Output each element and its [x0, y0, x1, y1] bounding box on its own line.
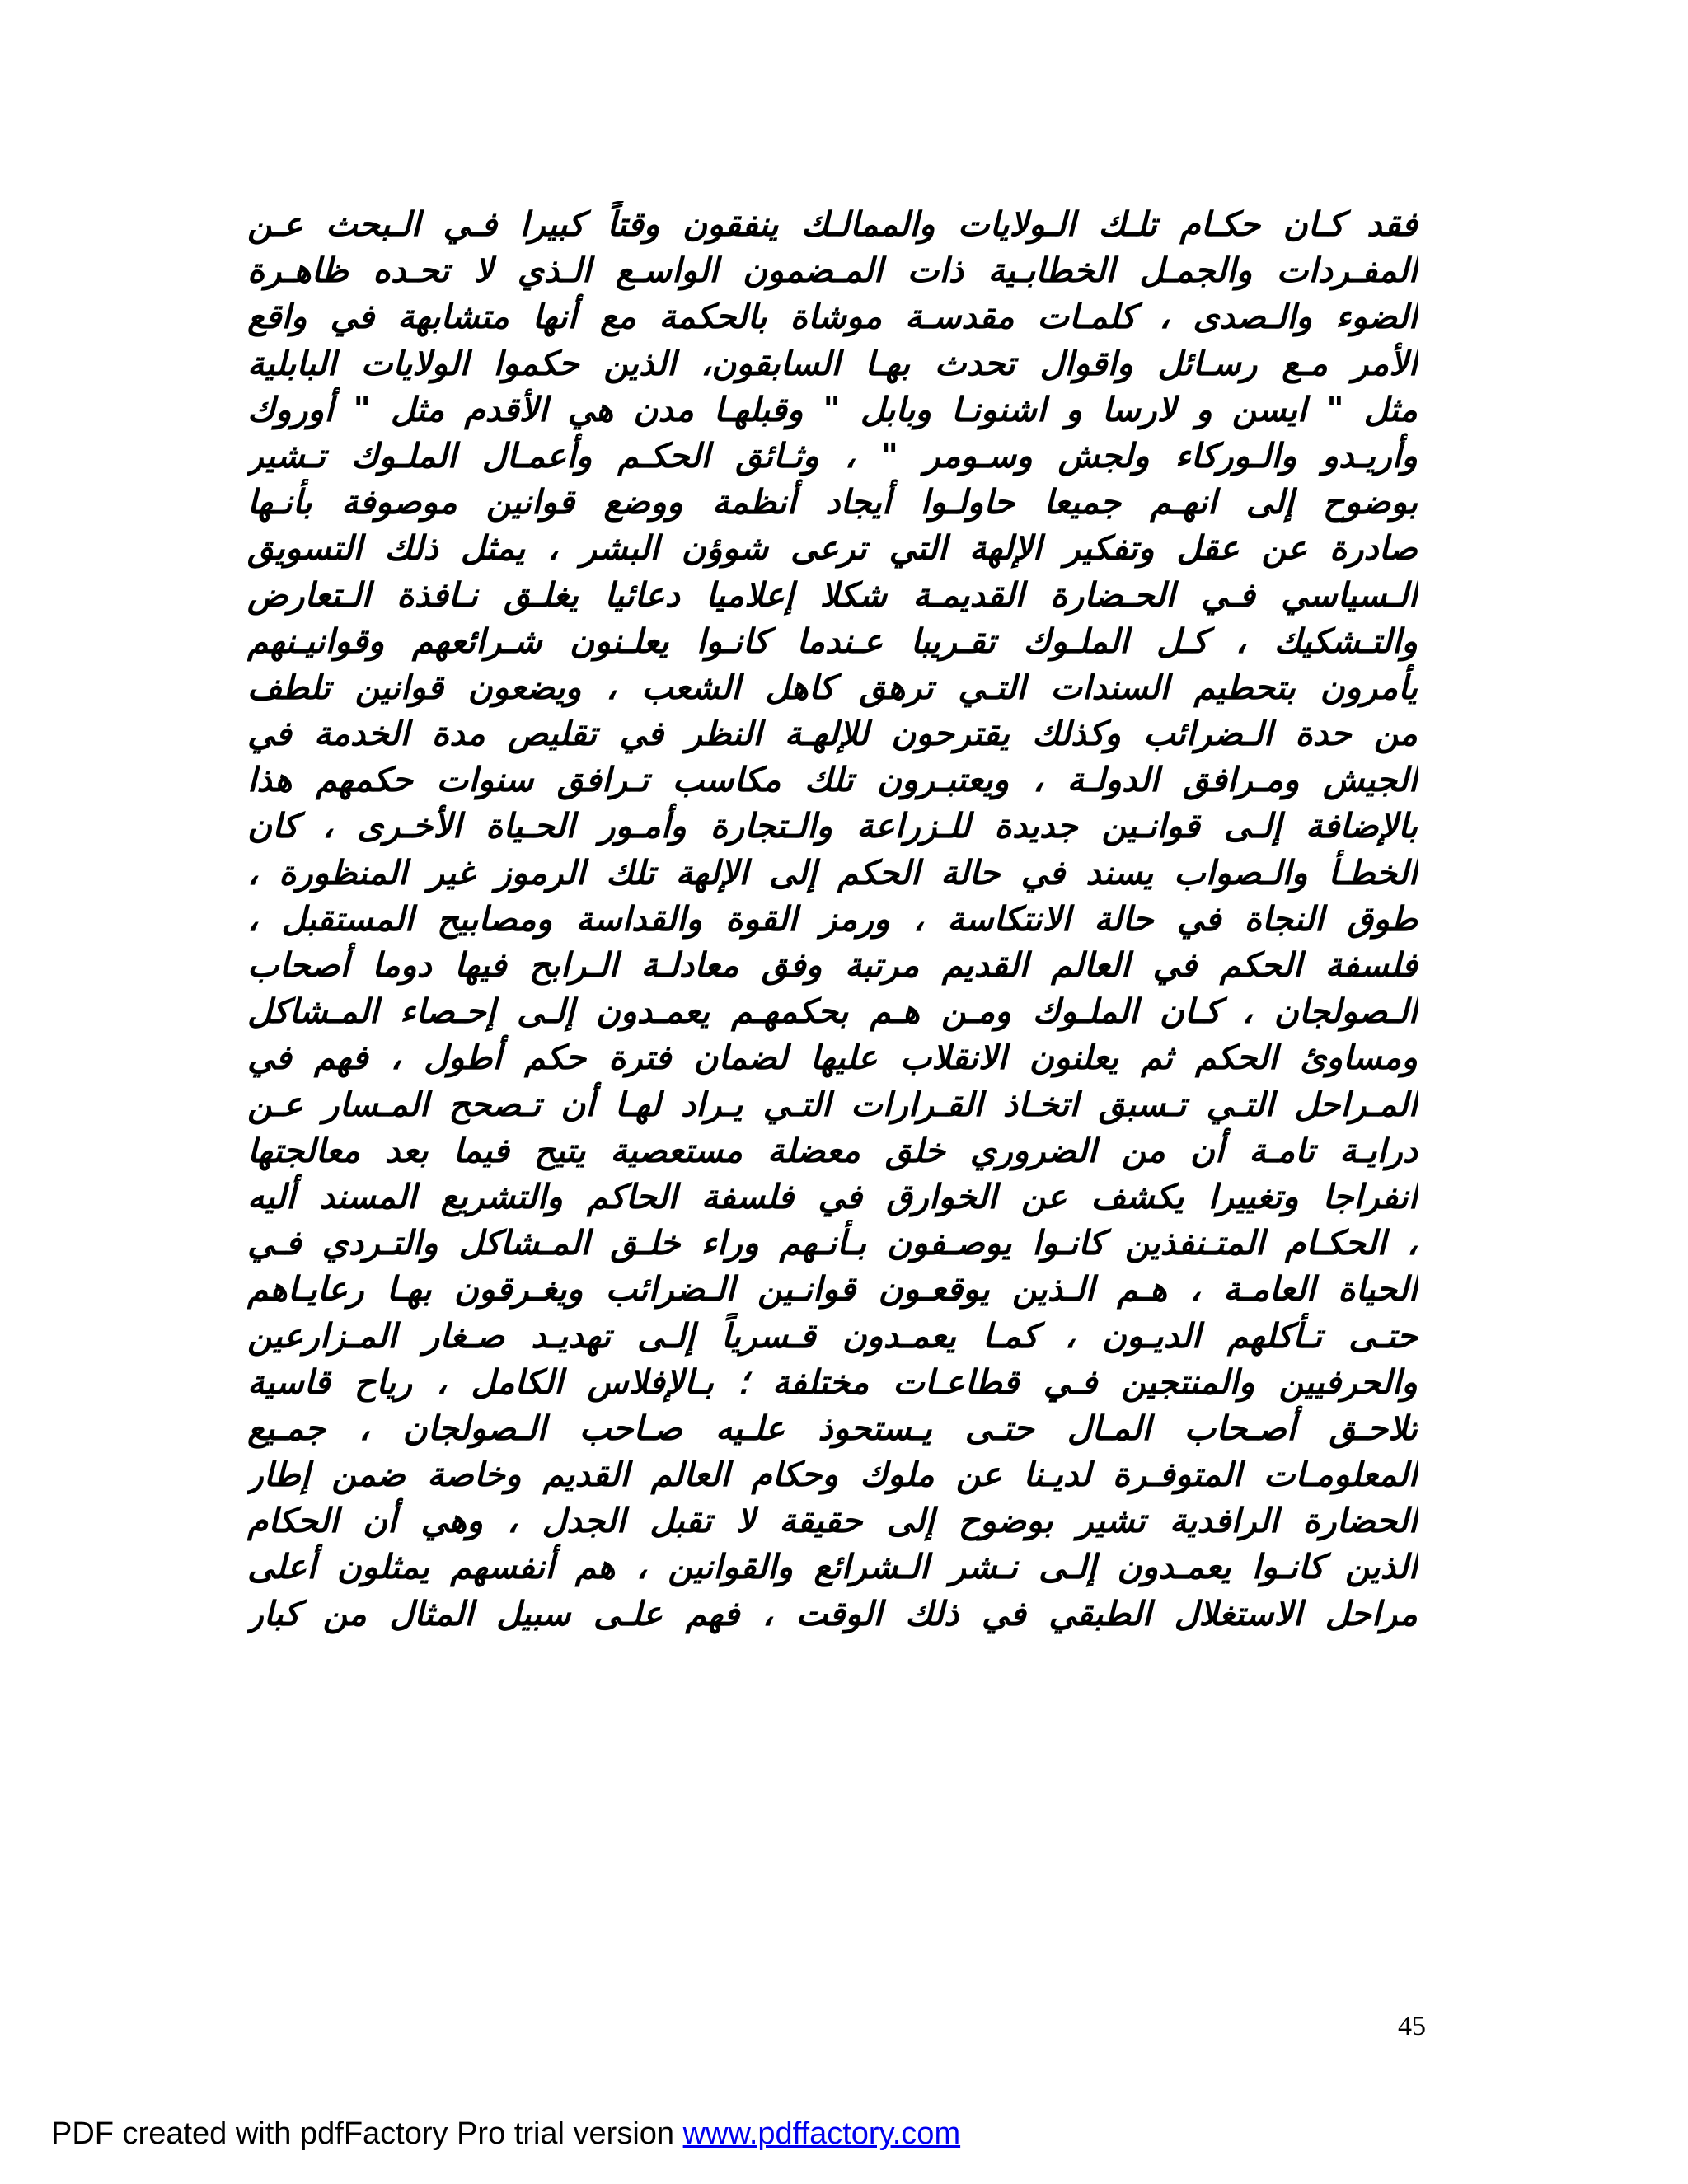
text-line: مراحل الاستغلال الطبقي في ذلك الوقت ، فهم علـى سبيل المثال من كبار — [247, 1593, 1418, 1633]
text-line: المعلومـات المتوفـرة لديـنا عن ملوك وحكام العالم القديم وخاصة ضمن إطار — [247, 1455, 1418, 1495]
text-line: انفراجا وتغييرا يكشف عن الخوارق في فلسفة الحاكم والتشريع المسند أليه — [247, 1176, 1418, 1216]
text-line: الحضارة الرافدية تشير بوضوح إلى حقيقة لا تقبل الجدل ، وهي أن الحكام — [247, 1501, 1418, 1541]
text-line: درايـة تامـة أن من الضروري خلق معضلة مستعصية يتيح فيما بعد معالجتها — [247, 1130, 1418, 1170]
text-line: المفـردات والجمـل الخطابـية ذات المـضمون الواسـع الـذي لا تحـده ظاهـرة — [247, 251, 1418, 291]
text-line: الجيش ومـرافق الدولـة ، ويعتبـرون تلك مكاسب تـرافق سنوات حكمهم هذا — [247, 760, 1418, 800]
text-line: حتـى تـأكلهم الديـون ، كمـا يعمـدون قـسرياً إلـى تهديـد صـغار المـزارعين — [247, 1315, 1418, 1356]
text-line: مثل " ايسن و لارسا و اشنونـا وبابل " وقبلهـا مدن هي الأقدم مثل " أوروك — [247, 389, 1418, 429]
text-line: الحياة العامـة ، هـم الـذين يوقعـون قوانـين الـضرائب ويغـرقون بهـا رعايـاهم — [247, 1269, 1418, 1310]
text-line: المـراحل التـي تـسبق اتخـاذ القـرارات التـي يـراد لهـا أن تـصحح المـسار عـن — [247, 1084, 1418, 1124]
text-line: من حدة الـضرائب وكذلك يقترحون للإلهـة النظر في تقليص مدة الخدمة في — [247, 714, 1418, 754]
text-line: بالإضافة إلـى قوانـين جديدة للـزراعة والـتجارة وأمـور الحـياة الأخـرى ، كان — [247, 806, 1418, 846]
pdf-footer — [51, 2116, 960, 2152]
text-line: بوضوح إلى انهـم جميعا حاولـوا أيجاد أنظمة ووضع قوانين موصوفة بأنـها — [247, 482, 1418, 523]
text-line: فلسفة الحكم في العالم القديم مرتبة وفق معادلـة الـرابح فيها دوما أصحاب — [247, 945, 1418, 985]
body-text — [247, 201, 1418, 1637]
text-line: الذين كانـوا يعمـدون إلـى نـشر الـشرائع والقوانين ، هم أنفسهم يمثلون أعلى — [247, 1547, 1418, 1587]
footer-text: PDF created with pdfFactory Pro trial version — [51, 2116, 683, 2151]
text-line: طوق النجاة في حالة الانتكاسة ، ورمز القوة والقداسة ومصابيح المستقبل ، — [247, 898, 1418, 939]
text-line: يأمرون بتحطيم السندات التـي ترهق كاهل الشعب ، ويضعون قوانين تلطف — [247, 667, 1418, 707]
text-line: الضوء والـصدى ، كلمـات مقدسـة موشاة بالحكمة مع أنها متشابهة في واقع — [247, 297, 1418, 337]
page-number: 45 — [1398, 2011, 1426, 2041]
text-line: فقد كـان حكـام تلـك الـولايات والممالـك ينفقون وقتاً كبيرا فـي الـبحث عـن — [247, 204, 1418, 244]
text-line: والحرفيين والمنتجين فـي قطاعـات مختلفة ؛ بـالإفلاس الكامل ، رياح قاسية — [247, 1361, 1418, 1402]
text-line: ومساوئ الحكم ثم يعلنون الانقلاب عليها لضمان فترة حكم أطول ، فهم في — [247, 1038, 1418, 1078]
text-line: الـسياسي فـي الحـضارة القديمـة شكلا إعلاميا دعائيا يغلـق نـافذة الـتعارض — [247, 574, 1418, 615]
text-line: الأمر مـع رسـائل واقوال تحدث بهـا السابقون، الذين حكموا الولايات البابلية — [247, 343, 1418, 383]
footer-link[interactable]: www.pdffactory.com — [682, 2116, 961, 2151]
text-line: وأريـدو والـوركاء ولجش وسـومر " ، وثـائق الحكـم وأعمـال الملـوك تـشير — [247, 435, 1418, 476]
text-line: ، الحكـام المتـنفذين كانـوا يوصـفون بـأنـهم وراء خلـق المـشاكل والتـردي فـي — [247, 1223, 1418, 1263]
text-line: الخطـأ والـصواب يسند في حالة الحكم إلى الإلهة تلك الرموز غير المنظورة ، — [247, 852, 1418, 893]
text-line: صادرة عن عقل وتفكير الإلهة التي ترعى شوؤن البشر ، يمثل ذلك التسويق — [247, 528, 1418, 569]
text-line: الـصولجان ، كـان الملـوك ومـن هـم بحكمهـم يعمـدون إلـى إحـصاء المـشاكل — [247, 991, 1418, 1032]
text-line: والتـشكيك ، كـل الملـوك تقـريبا عـندما كانـوا يعلـنون شـرائعهم وقوانيـنهم — [247, 621, 1418, 661]
text-line: تلاحـق أصـحاب المـال حتـى يـستحوذ علـيه صـاحب الـصولجان ، جمـيع — [247, 1408, 1418, 1448]
